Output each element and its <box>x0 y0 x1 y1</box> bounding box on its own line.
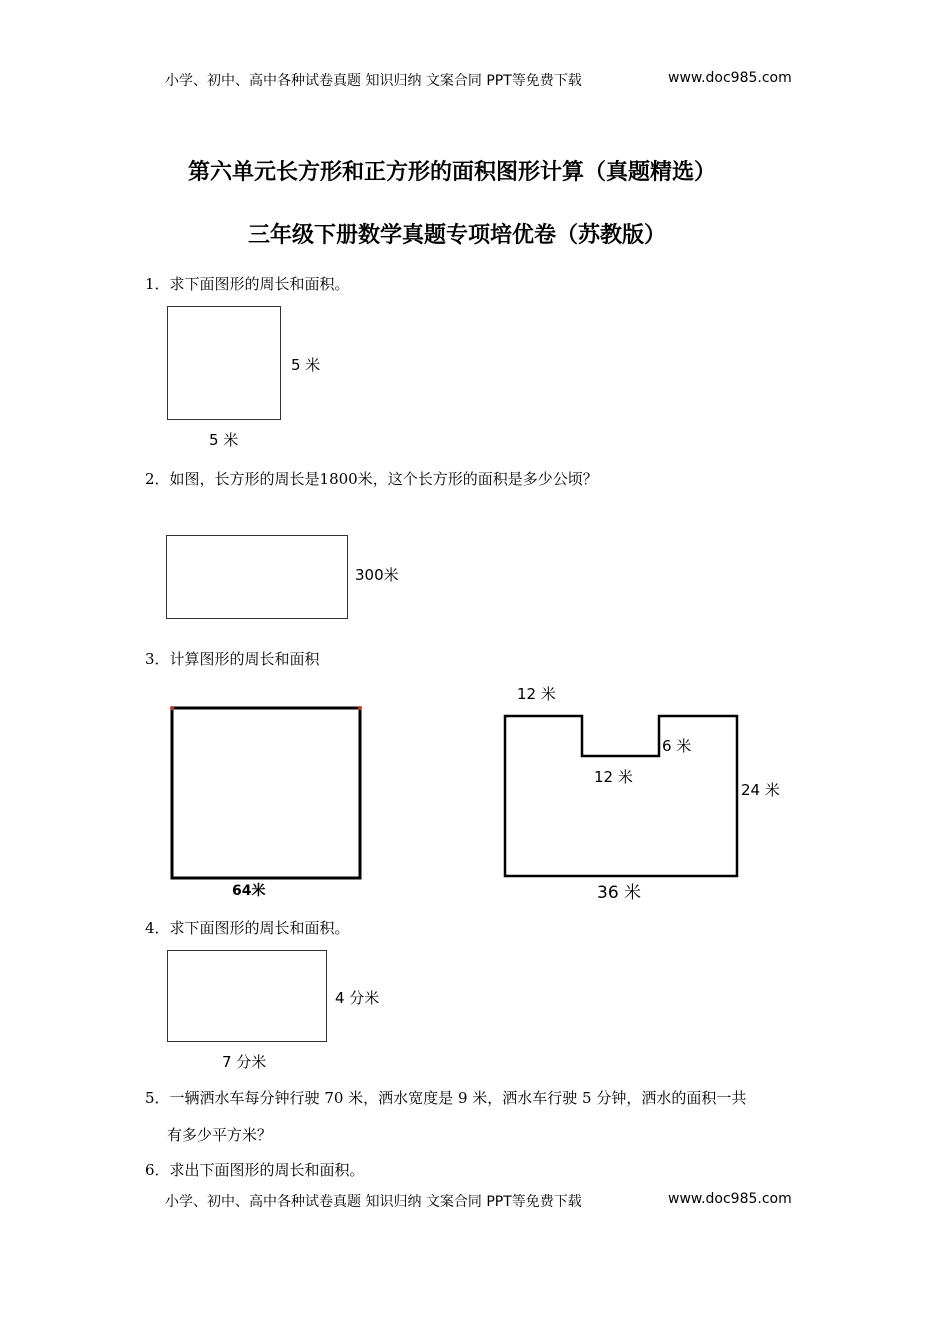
header-text: 小学、初中、高中各种试卷真题 知识归纳 文案合同 PPT等免费下载 <box>165 73 582 89</box>
footer-url[interactable]: www.doc985.com <box>668 1191 792 1207</box>
q4-rectangle-figure <box>167 950 327 1042</box>
q3-notch-width-label: 12 米 <box>594 768 633 786</box>
question-number: 3． <box>145 650 170 668</box>
question-5-continued: 有多少平方米？ <box>167 1126 273 1144</box>
page-subtitle: 三年级下册数学真题专项培优卷（苏教版） <box>248 223 667 248</box>
q1-side-label: 5 米 <box>291 356 321 374</box>
page-title: 第六单元长方形和正方形的面积图形计算（真题精选） <box>188 160 717 185</box>
q3-square-bottom-label: 64米 <box>232 883 266 899</box>
corner-dot <box>170 706 174 710</box>
footer-text: 小学、初中、高中各种试卷真题 知识归纳 文案合同 PPT等免费下载 <box>165 1194 582 1210</box>
q4-bottom-label: 7 分米 <box>222 1053 267 1071</box>
q3-notch-depth-label: 6 米 <box>662 737 692 755</box>
header-url[interactable]: www.doc985.com <box>668 70 792 86</box>
q3-top-left-label: 12 米 <box>517 685 556 703</box>
question-text: 计算图形的周长和面积 <box>169 650 320 668</box>
q1-bottom-label: 5 米 <box>209 431 239 449</box>
q2-side-label: 300米 <box>355 566 399 584</box>
question-text: 求下面图形的周长和面积。 <box>169 919 350 937</box>
q3-right-label: 24 米 <box>741 781 780 799</box>
question-text: 一辆洒水车每分钟行驶 70 米，洒水宽度是 9 米，洒水车行驶 5 分钟，洒水的面积一共 <box>169 1089 747 1107</box>
question-6 <box>145 1159 365 1180</box>
question-number: 5． <box>145 1089 170 1107</box>
q3-bottom-label: 36 米 <box>597 883 642 903</box>
question-4 <box>145 917 350 938</box>
question-5 <box>145 1087 746 1108</box>
question-number: 6． <box>145 1161 170 1179</box>
question-text: 求下面图形的周长和面积。 <box>169 275 350 293</box>
question-number: 1． <box>145 275 170 293</box>
question-number: 2． <box>145 470 170 488</box>
question-number: 4． <box>145 919 170 937</box>
corner-dot <box>358 706 362 710</box>
question-text: 求出下面图形的周长和面积。 <box>169 1161 365 1179</box>
q3-notched-figure <box>505 716 737 876</box>
q4-side-label: 4 分米 <box>335 989 380 1007</box>
question-text: 如图，长方形的周长是1800米，这个长方形的面积是多少公顷？ <box>169 470 598 488</box>
q3-square-figure <box>172 708 360 878</box>
